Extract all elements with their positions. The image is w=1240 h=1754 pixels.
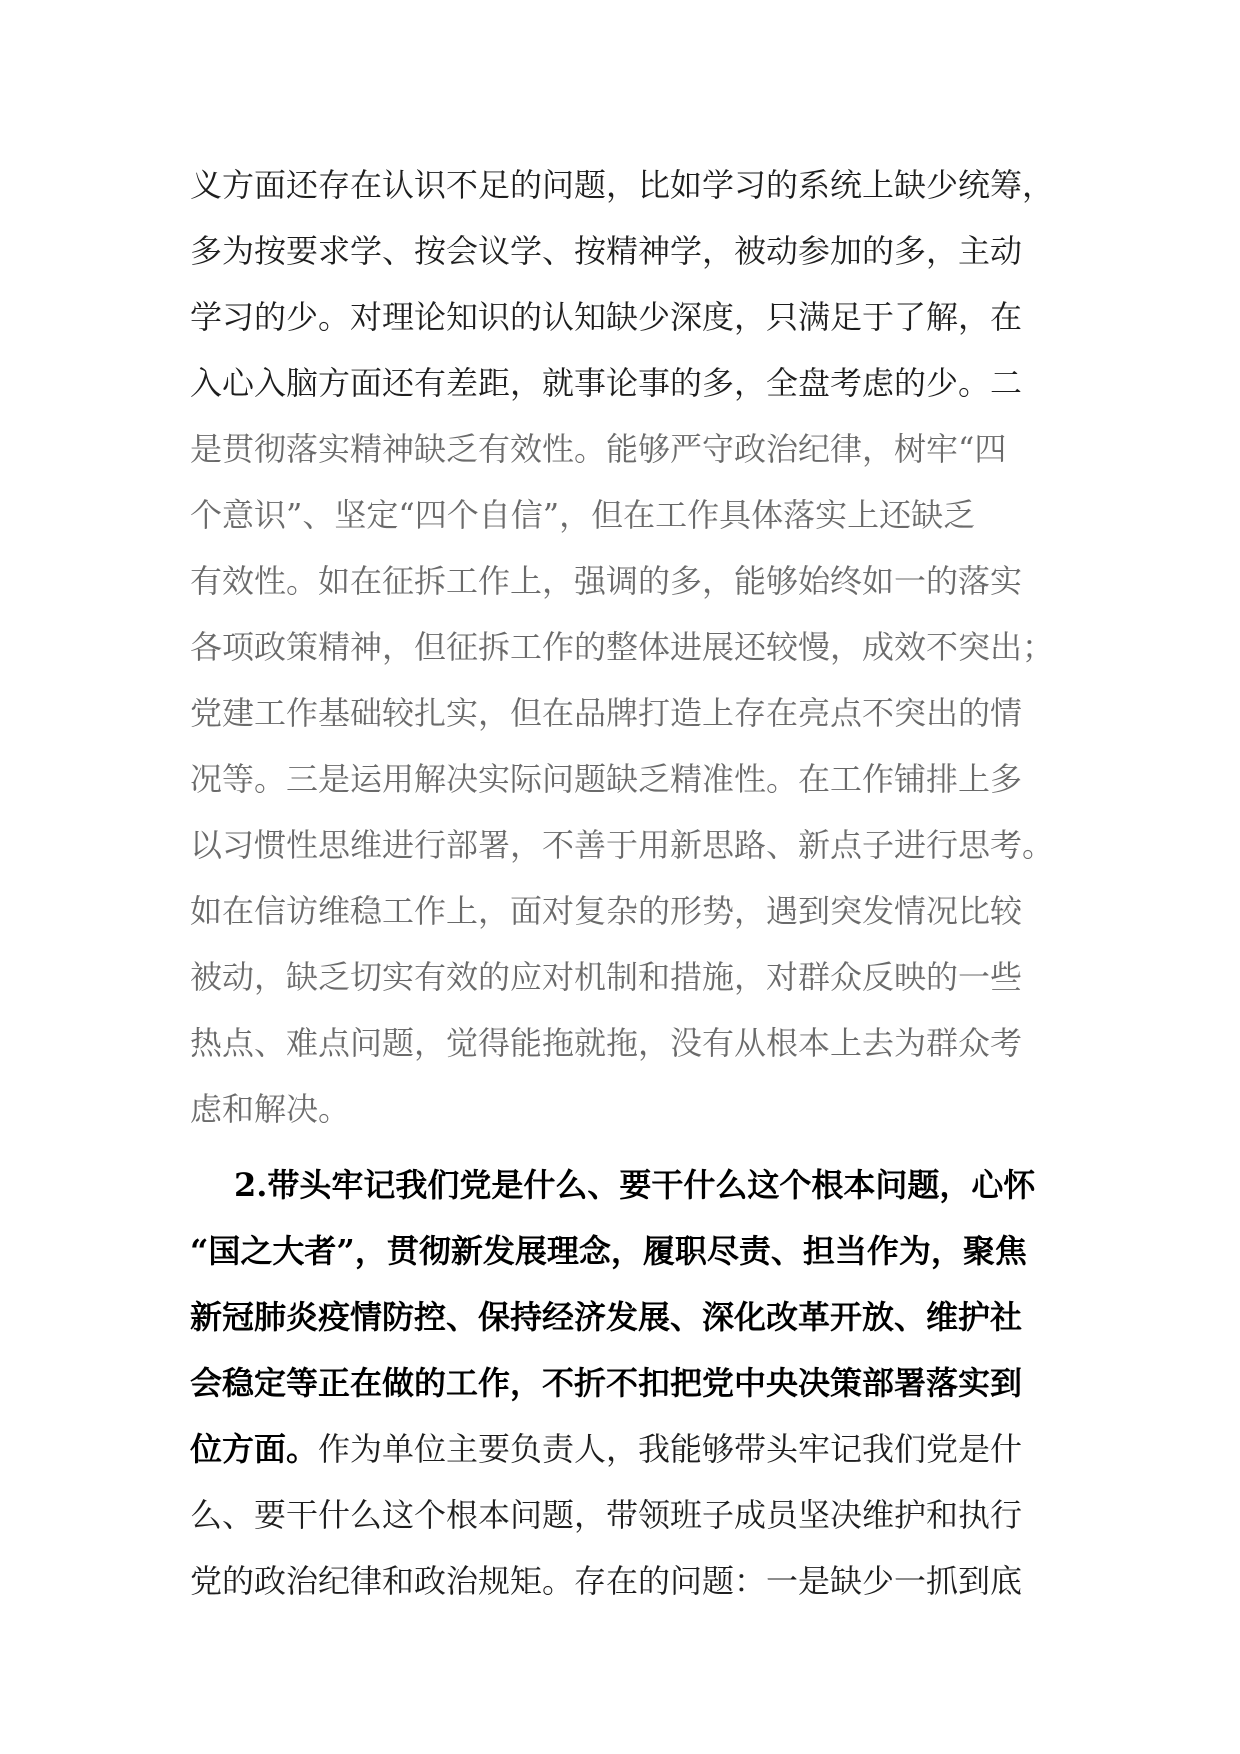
text-line [190,1416,1060,1482]
text-line: 况等。三是运用解决实际问题缺乏精准性。在工作铺排上多 [190,760,1023,798]
section-heading-line: 2.带头牢记我们党是什么、要干什么这个根本问题，心怀 [234,1166,1036,1204]
section-heading-line: “国之大者”，贯彻新发展理念，履职尽责、担当作为，聚焦 [190,1232,1027,1270]
section-heading-line: 会稳定等正在做的工作，不折不扣把党中央决策部署落实到 [190,1364,1023,1402]
section-heading-line: 新冠肺炎疫情防控、保持经济发展、深化改革开放、维护社 [190,1298,1023,1336]
section-heading-end: 位方面。 [190,1430,319,1468]
text-line: 党建工作基础较扎实，但在品牌打造上存在亮点不突出的情 [190,694,1023,732]
text-line: 义方面还存在认识不足的问题，比如学习的系统上缺少统筹， [190,166,1055,204]
text-line: 多为按要求学、按会议学、按精神学，被动参加的多，主动 [190,232,1023,270]
text-line: 被动，缺乏切实有效的应对机制和措施，对群众反映的一些 [190,958,1023,996]
text-line: 么、要干什么这个根本问题，带领班子成员坚决维护和执行 [190,1496,1023,1534]
text-line: 如在信访维稳工作上，面对复杂的形势，遇到突发情况比较 [190,892,1023,930]
paragraph-2 [190,1152,1060,1614]
text-line: 虑和解决。 [190,1090,351,1128]
text-line: 入心入脑方面还有差距，就事论事的多，全盘考虑的少。二 [190,364,1023,402]
paragraph-1 [190,152,1060,1142]
text-line: 是贯彻落实精神缺乏有效性。能够严守政治纪律，树牢“四 [190,430,1007,468]
text-line: 各项政策精神，但征拆工作的整体进展还较慢，成效不突出； [190,628,1055,666]
document-body [190,152,1060,1614]
text-line: 以习惯性思维进行部署，不善于用新思路、新点子进行思考。 [190,826,1055,864]
section-body-start: 作为单位主要负责人，我能够带头牢记我们党是什 [318,1430,1023,1468]
text-line: 学习的少。对理论知识的认知缺少深度，只满足于了解，在 [190,298,1023,336]
paragraph-spacer [190,1142,1060,1152]
text-line: 个意识”、坚定“四个自信”，但在工作具体落实上还缺乏 [190,496,976,534]
text-line: 党的政治纪律和政治规矩。存在的问题：一是缺少一抓到底 [190,1562,1023,1600]
text-line: 热点、难点问题，觉得能拖就拖，没有从根本上去为群众考 [190,1024,1023,1062]
text-line: 有效性。如在征拆工作上，强调的多，能够始终如一的落实 [190,562,1023,600]
